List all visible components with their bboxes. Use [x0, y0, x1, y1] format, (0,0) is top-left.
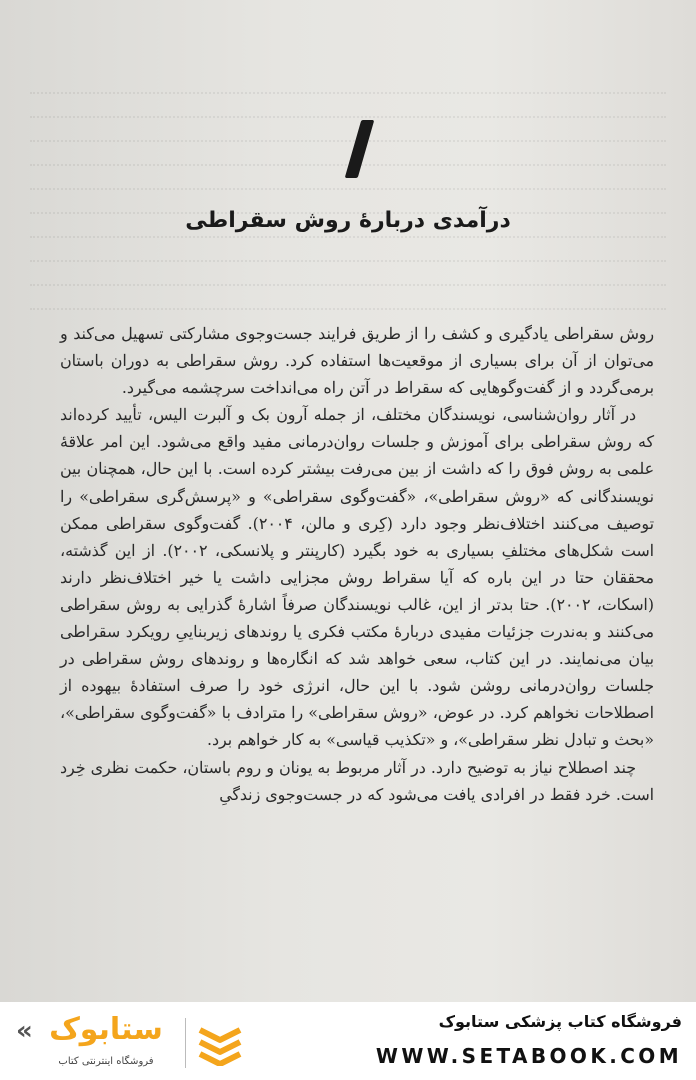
watermark-footer: [0, 1002, 696, 1080]
store-name: فروشگاه کتاب پزشکی ستابوک: [438, 1012, 682, 1031]
body-text: [60, 320, 654, 808]
logo-subtitle: فروشگاه اینترنتی کتاب: [58, 1056, 154, 1067]
paragraph-1: روش سقراطی یادگیری و کشف را از طریق فرایند جست‌وجوی مشارکتی تسهیل می‌کند و می‌توان از آن برای بسیاری از موقعیت‌ها استفاده کرد. روش سقراطی به دوران باستان برمی‌گردد و از گفت‌وگوهایی که سقراط در آتن راه می‌انداخت سرچشمه می‌گیرد.: [60, 324, 654, 398]
chevrons-icon: «: [16, 1016, 33, 1046]
logo-divider: [185, 1018, 186, 1068]
book-stack-icon: [196, 1024, 244, 1066]
paragraph-3: چند اصطلاح نیاز به توضیح دارد. در آثار مربوط به یونان و روم باستان، حکمت نظری خِرد است. خرد فقط در افرادی یافت می‌شود که در جست‌وجوی زندگیِ: [60, 757, 654, 804]
logo-wordmark: ستابوک: [49, 1012, 163, 1047]
store-url[interactable]: WWW.SETABOOK.COM: [375, 1044, 682, 1068]
paragraph-2: در آثار روان‌شناسی، نویسندگان مختلف، از جمله آرون بک و آلبرت الیس، تأیید کرده‌اند که روش سقراطی برای آموزش و جلسات روان‌درمانی مفید واقع می‌شود. این امر علاقهٔ علمی به روش فوق را که داشت از بین می‌رفت بیشتر کرده است. با این حال، همچنان بین نویسندگانی که «روش سقراطی»، «گفت‌وگوی سقراطی» و «پرسش‌گری سقراطی» را توصیف می‌کنند اختلاف‌نظر وجود دارد (کِری و مالن، ۲۰۰۴). گفت‌وگوی سقراطی ممکن است شکل‌های مختلفِ بسیاری به خود بگیرد (کارپنتر و پلانسکی، ۲۰۰۲). از این گذشته، محققان حتا در این باره که آیا سقراط روش مجزایی داشت یا خیر اختلاف‌نظر دارند (اسکات، ۲۰۰۲). حتا بدتر از این، غالب نویسندگان صرفاً اشارهٔ گذرایی به روش سقراطی می‌کنند و به‌ندرت جزئیات مفیدی دربارهٔ مکتب فکری یا روندهای زیربناییِ رویکرد سقراطی بیان می‌نمایند. در این کتاب، سعی خواهد شد که انگاره‌ها و روندهای روش سقراطی در جلسات روان‌درمانی روشن شود. با این حال، انرژی خود را صرف استفادهٔ بیهوده از اصطلاحات نخواهم کرد. در عوض، «روش سقراطی» را مترادف با «گفت‌وگوی سقراطی»، «بحث و تبادل نظر سقراطی»، و «تکذیب قیاسی» به کار خواهم برد.: [60, 405, 654, 750]
bleed-through-text: [0, 70, 696, 310]
chapter-title: درآمدی دربارهٔ روش سقراطی: [185, 208, 511, 233]
